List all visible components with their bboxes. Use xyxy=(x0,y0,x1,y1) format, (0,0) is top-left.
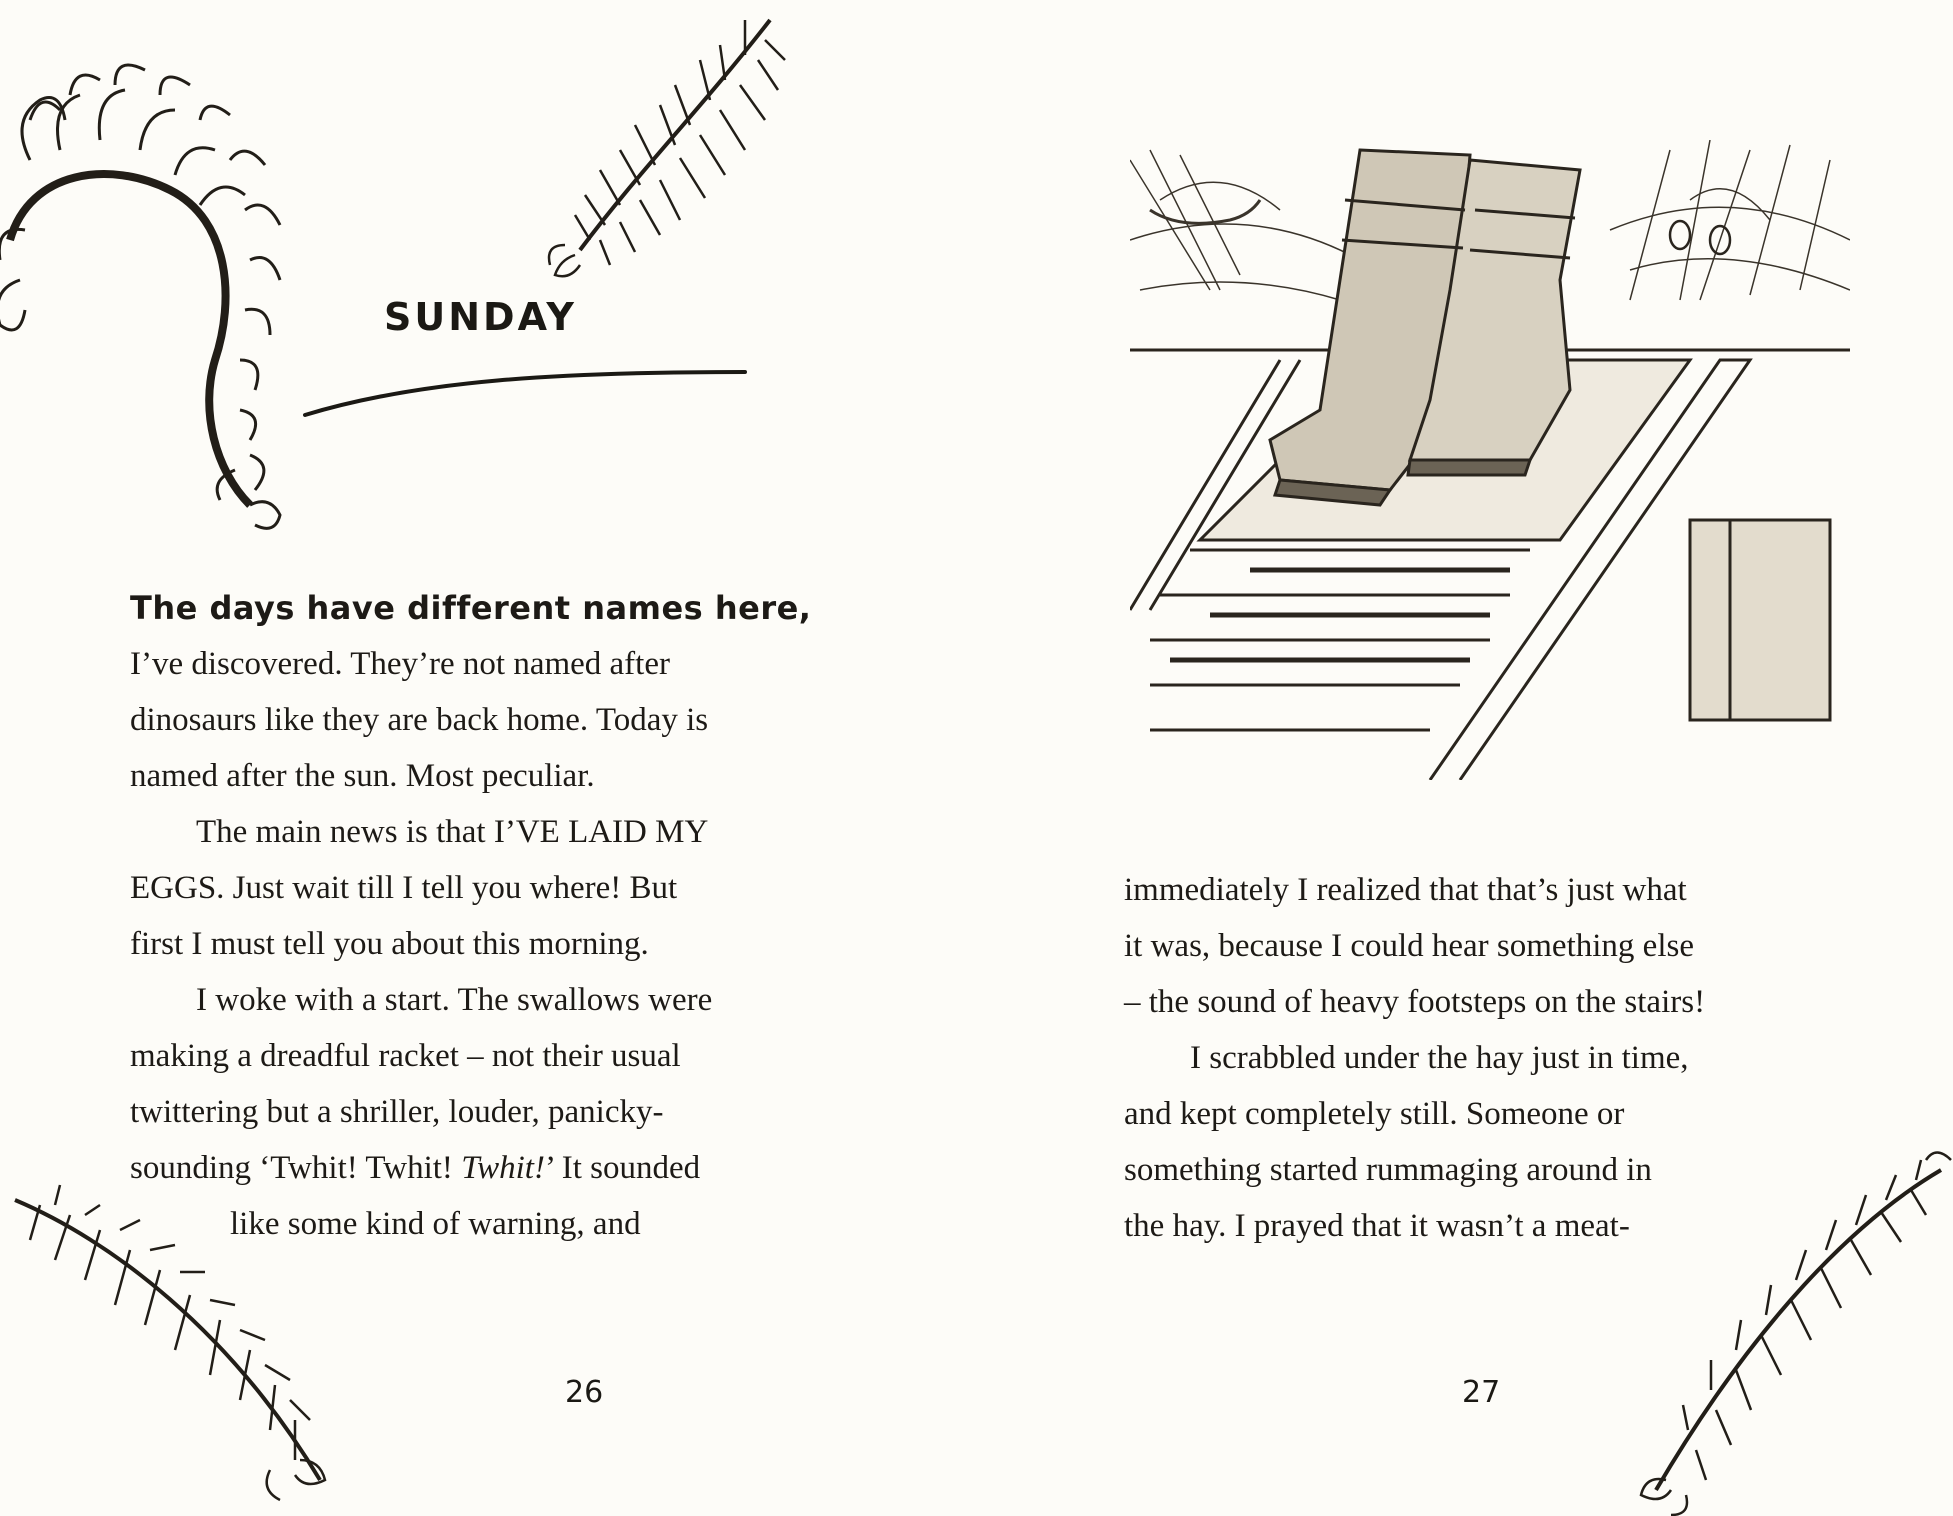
page-heading: SUNDAY xyxy=(384,295,577,339)
left-page xyxy=(0,0,976,1516)
text-line: dinosaurs like they are back home. Today is xyxy=(130,702,709,738)
text-line: it was, because I could hear something else xyxy=(1124,928,1694,964)
fern-frond-illustration xyxy=(549,20,785,276)
text-line: first I must tell you about this morning. xyxy=(130,926,649,962)
text-line: immediately I realized that that’s just what xyxy=(1124,872,1687,908)
text-line: like some kind of warning, and xyxy=(230,1206,641,1242)
text-segment: sounding ‘Twhit! Twhit! xyxy=(130,1150,462,1186)
page-number: 26 xyxy=(565,1375,604,1410)
staircase-boots-illustration xyxy=(1130,140,1850,780)
newel-post xyxy=(1690,520,1830,720)
text-line: named after the sun. Most peculiar. xyxy=(130,758,595,794)
italic-text: Twhit! xyxy=(461,1150,545,1186)
text-line: I’ve discovered. They’re not named after xyxy=(130,646,670,682)
text-line: I woke with a start. The swallows were xyxy=(196,982,713,1018)
text-line: twittering but a shriller, louder, panicky- xyxy=(130,1094,664,1130)
heading-underline-swoosh xyxy=(305,372,745,415)
text-line: making a dreadful racket – not their usual xyxy=(130,1038,681,1074)
curled-fern-illustration xyxy=(0,65,280,528)
text-line: The main news is that I’VE LAID MY xyxy=(196,814,709,850)
left-page-body xyxy=(130,580,850,1252)
text-line: and kept completely still. Someone or xyxy=(1124,1096,1625,1132)
text-segment: ’ It sounded xyxy=(544,1150,701,1186)
lead-in-heading: The days have different names here, xyxy=(130,589,812,627)
text-line: something started rummaging around in xyxy=(1124,1152,1652,1188)
text-line xyxy=(130,1140,850,1196)
text-line: I scrabbled under the hay just in time, xyxy=(1190,1040,1689,1076)
right-page-body xyxy=(1124,862,1924,1254)
text-line: – the sound of heavy footsteps on the stairs! xyxy=(1124,984,1706,1020)
page-number: 27 xyxy=(1462,1375,1501,1410)
text-line: EGGS. Just wait till I tell you where! But xyxy=(130,870,678,906)
text-line: the hay. I prayed that it wasn’t a meat- xyxy=(1124,1208,1630,1244)
